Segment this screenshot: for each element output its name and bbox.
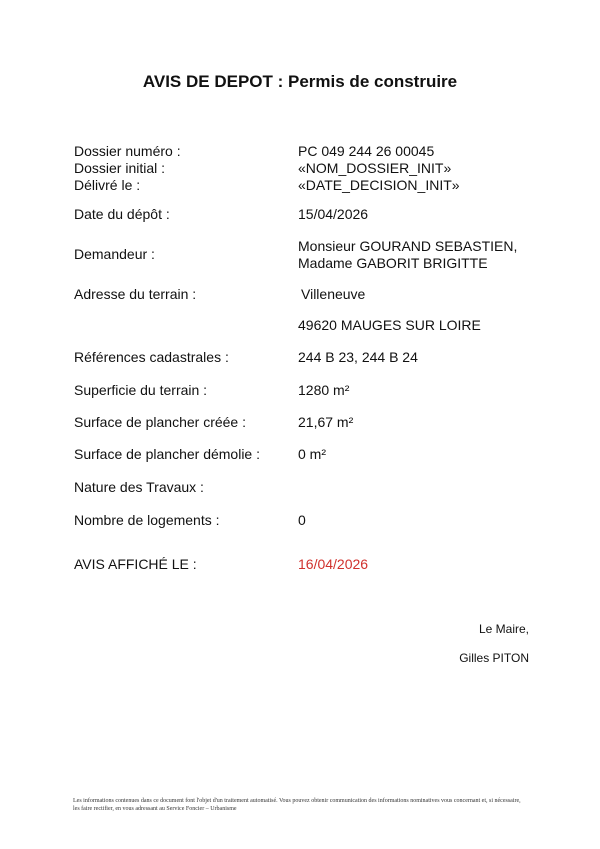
dossier-initial-label: Dossier initial : (74, 160, 166, 176)
surface-creee-value: 21,67 m² (298, 414, 354, 430)
footer-line-1: Les informations contenues dans ce document font l'objet d'un traitement automatisé. Vous pouvez obtenir communication des informations nominatives vous concernant et, si nécessaire, (73, 798, 521, 804)
demandeur-label: Demandeur : (74, 246, 155, 262)
surface-demolie-label: Surface de plancher démolie : (74, 446, 260, 462)
references-cadastrales-label: Références cadastrales : (74, 349, 229, 365)
adresse-terrain-label: Adresse du terrain : (74, 286, 197, 302)
signature-role: Le Maire, (478, 622, 529, 636)
avis-affiche-label: AVIS AFFICHÉ LE : (74, 556, 197, 572)
signature-name: Gilles PITON (459, 651, 529, 665)
dossier-numero-value: PC 049 244 26 00045 (298, 143, 435, 159)
nombre-logements-label: Nombre de logements : (74, 512, 220, 528)
page-title: AVIS DE DEPOT : Permis de construire (142, 72, 458, 91)
dossier-initial-value: «NOM_DOSSIER_INIT» (298, 160, 452, 176)
nombre-logements-value: 0 (298, 512, 306, 528)
footer-notice (73, 797, 543, 813)
references-cadastrales-value: 244 B 23, 244 B 24 (298, 349, 418, 365)
adresse-terrain-value-line1: Villeneuve (301, 286, 366, 302)
date-depot-value: 15/04/2026 (298, 206, 369, 222)
avis-affiche-value: 16/04/2026 (298, 556, 369, 572)
delivre-le-label: Délivré le : (74, 177, 141, 193)
superficie-terrain-value: 1280 m² (298, 382, 350, 398)
demandeur-value-line2: Madame GABORIT BRIGITTE (298, 255, 488, 271)
dossier-numero-label: Dossier numéro : (74, 143, 181, 159)
surface-creee-label: Surface de plancher créée : (74, 414, 246, 430)
adresse-terrain-value-line2: 49620 MAUGES SUR LOIRE (298, 317, 481, 333)
demandeur-value-line1: Monsieur GOURAND SEBASTIEN, (298, 238, 518, 254)
date-depot-label: Date du dépôt : (74, 206, 170, 222)
nature-travaux-label: Nature des Travaux : (74, 479, 204, 495)
footer-line-2: les faire rectifier, en vous adressant au Service Foncier – Urbanisme (73, 806, 237, 812)
surface-demolie-value: 0 m² (298, 446, 326, 462)
delivre-le-value: «DATE_DECISION_INIT» (298, 177, 460, 193)
superficie-terrain-label: Superficie du terrain : (74, 382, 208, 398)
